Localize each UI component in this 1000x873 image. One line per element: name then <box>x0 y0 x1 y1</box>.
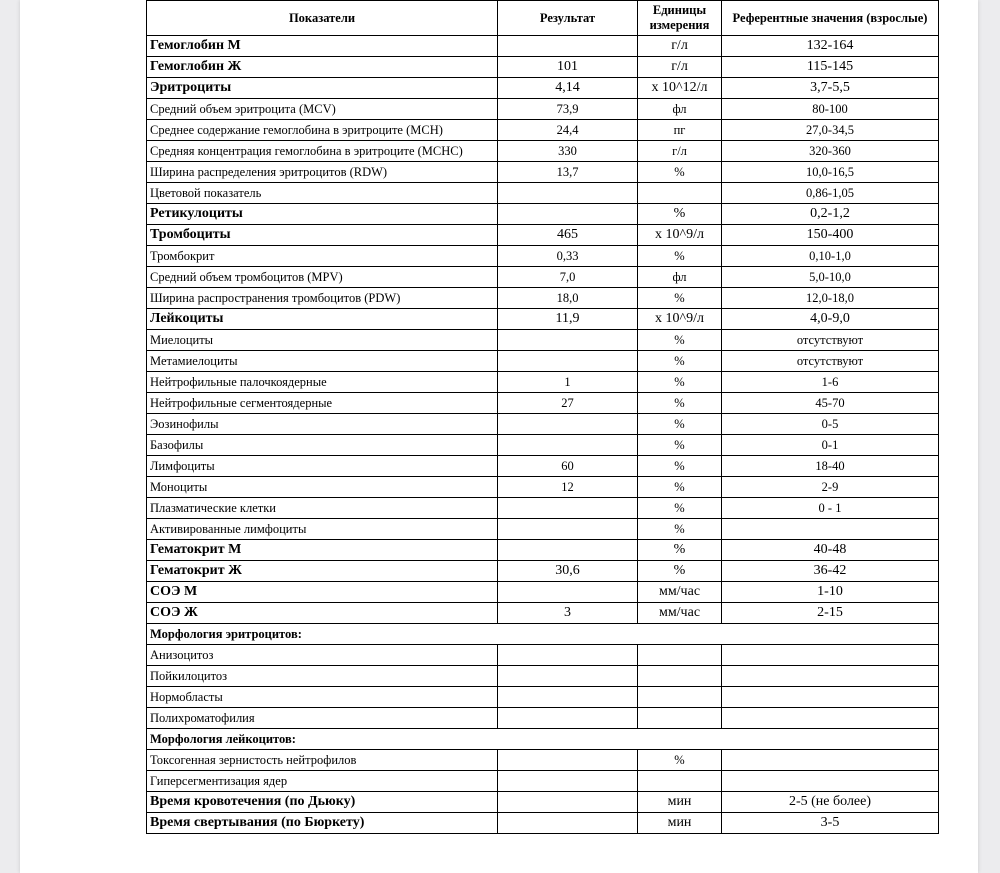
test-name-cell: Нормобласты <box>147 687 498 708</box>
test-name-cell: СОЭ Ж <box>147 603 498 624</box>
unit-cell: % <box>638 246 722 267</box>
table-row <box>147 78 939 99</box>
result-cell: 30,6 <box>498 561 638 582</box>
reference-range-cell <box>722 687 939 708</box>
table-row <box>147 792 939 813</box>
table-row <box>147 624 939 645</box>
table-row <box>147 435 939 456</box>
test-name-cell: Гематокрит Ж <box>147 561 498 582</box>
unit-cell: % <box>638 204 722 225</box>
table-row <box>147 372 939 393</box>
unit-cell: % <box>638 393 722 414</box>
reference-range-cell: 10,0-16,5 <box>722 162 939 183</box>
result-cell <box>498 183 638 204</box>
table-row <box>147 330 939 351</box>
table-row <box>147 477 939 498</box>
result-cell: 27 <box>498 393 638 414</box>
reference-range-cell: 3,7-5,5 <box>722 78 939 99</box>
table-row <box>147 225 939 246</box>
table-row <box>147 498 939 519</box>
result-cell: 0,33 <box>498 246 638 267</box>
test-name-cell: Эозинофилы <box>147 414 498 435</box>
reference-range-cell: 40-48 <box>722 540 939 561</box>
unit-cell: х 10^12/л <box>638 78 722 99</box>
reference-range-cell: 45-70 <box>722 393 939 414</box>
table-row <box>147 57 939 78</box>
table-row <box>147 393 939 414</box>
test-name-cell: Гемоглобин Ж <box>147 57 498 78</box>
unit-cell <box>638 687 722 708</box>
table-row <box>147 183 939 204</box>
unit-cell: х 10^9/л <box>638 309 722 330</box>
table-body <box>147 36 939 834</box>
table-row <box>147 267 939 288</box>
result-cell: 60 <box>498 456 638 477</box>
reference-range-cell <box>722 645 939 666</box>
unit-cell: % <box>638 750 722 771</box>
reference-range-cell: 12,0-18,0 <box>722 288 939 309</box>
test-name-cell: Цветовой показатель <box>147 183 498 204</box>
test-name-cell: Ширина распространения тромбоцитов (PDW) <box>147 288 498 309</box>
reference-range-cell: 27,0-34,5 <box>722 120 939 141</box>
result-cell <box>498 666 638 687</box>
result-cell <box>498 771 638 792</box>
unit-cell: г/л <box>638 141 722 162</box>
table-row <box>147 309 939 330</box>
result-cell <box>498 708 638 729</box>
unit-cell: % <box>638 435 722 456</box>
result-cell: 7,0 <box>498 267 638 288</box>
reference-range-cell: 320-360 <box>722 141 939 162</box>
result-cell <box>498 519 638 540</box>
result-cell: 1 <box>498 372 638 393</box>
column-header-result: Результат <box>498 1 638 36</box>
unit-cell: г/л <box>638 36 722 57</box>
reference-range-cell: 2-9 <box>722 477 939 498</box>
result-cell <box>498 687 638 708</box>
unit-cell: % <box>638 288 722 309</box>
result-cell: 330 <box>498 141 638 162</box>
test-name-cell: Анизоцитоз <box>147 645 498 666</box>
section-heading: Морфология лейкоцитов: <box>147 729 939 750</box>
reference-range-cell: 2-15 <box>722 603 939 624</box>
table-row <box>147 708 939 729</box>
result-cell <box>498 582 638 603</box>
reference-range-cell: 3-5 <box>722 813 939 834</box>
table-row <box>147 288 939 309</box>
result-cell <box>498 792 638 813</box>
test-name-cell: Нейтрофильные палочкоядерные <box>147 372 498 393</box>
unit-cell: фл <box>638 267 722 288</box>
reference-range-cell: 0-5 <box>722 414 939 435</box>
result-cell <box>498 750 638 771</box>
table-row <box>147 750 939 771</box>
result-cell <box>498 36 638 57</box>
reference-range-cell: 36-42 <box>722 561 939 582</box>
reference-range-cell: 4,0-9,0 <box>722 309 939 330</box>
reference-range-cell: 132-164 <box>722 36 939 57</box>
unit-cell <box>638 183 722 204</box>
unit-cell: фл <box>638 99 722 120</box>
test-name-cell: Гематокрит М <box>147 540 498 561</box>
result-cell: 18,0 <box>498 288 638 309</box>
table-row <box>147 414 939 435</box>
test-name-cell: Время свертывания (по Бюркету) <box>147 813 498 834</box>
reference-range-cell: 0,2-1,2 <box>722 204 939 225</box>
result-cell: 4,14 <box>498 78 638 99</box>
table-row <box>147 645 939 666</box>
reference-range-cell: 0-1 <box>722 435 939 456</box>
unit-cell: % <box>638 456 722 477</box>
test-name-cell: Полихроматофилия <box>147 708 498 729</box>
result-cell: 73,9 <box>498 99 638 120</box>
table-row <box>147 36 939 57</box>
test-name-cell: Ширина распределения эритроцитов (RDW) <box>147 162 498 183</box>
reference-range-cell: 18-40 <box>722 456 939 477</box>
table-row <box>147 351 939 372</box>
test-name-cell: Гиперсегментизация ядер <box>147 771 498 792</box>
unit-cell: пг <box>638 120 722 141</box>
unit-cell: мин <box>638 792 722 813</box>
document-page <box>20 0 978 873</box>
test-name-cell: Лейкоциты <box>147 309 498 330</box>
test-name-cell: Время кровотечения (по Дьюку) <box>147 792 498 813</box>
result-cell <box>498 204 638 225</box>
unit-cell: % <box>638 372 722 393</box>
test-name-cell: Плазматические клетки <box>147 498 498 519</box>
column-header-unit: Единицы измерения <box>638 1 722 36</box>
table-row <box>147 519 939 540</box>
table-row <box>147 456 939 477</box>
table-row <box>147 561 939 582</box>
reference-range-cell: 1-10 <box>722 582 939 603</box>
unit-cell: % <box>638 330 722 351</box>
table-row <box>147 687 939 708</box>
reference-range-cell: отсутствуют <box>722 351 939 372</box>
unit-cell: % <box>638 540 722 561</box>
unit-cell <box>638 708 722 729</box>
table-row <box>147 204 939 225</box>
reference-range-cell: 2-5 (не более) <box>722 792 939 813</box>
unit-cell <box>638 666 722 687</box>
test-name-cell: Средний объем тромбоцитов (MPV) <box>147 267 498 288</box>
test-name-cell: Ретикулоциты <box>147 204 498 225</box>
unit-cell: мм/час <box>638 603 722 624</box>
result-cell <box>498 330 638 351</box>
result-cell: 465 <box>498 225 638 246</box>
table-row <box>147 813 939 834</box>
result-cell <box>498 351 638 372</box>
test-name-cell: Гемоглобин М <box>147 36 498 57</box>
test-name-cell: СОЭ М <box>147 582 498 603</box>
result-cell: 11,9 <box>498 309 638 330</box>
test-name-cell: Миелоциты <box>147 330 498 351</box>
test-name-cell: Тромбокрит <box>147 246 498 267</box>
test-name-cell: Тромбоциты <box>147 225 498 246</box>
reference-range-cell: 5,0-10,0 <box>722 267 939 288</box>
result-cell: 101 <box>498 57 638 78</box>
unit-cell: мм/час <box>638 582 722 603</box>
unit-cell: % <box>638 561 722 582</box>
table-row <box>147 666 939 687</box>
section-heading: Морфология эритроцитов: <box>147 624 939 645</box>
table-row <box>147 162 939 183</box>
reference-range-cell <box>722 666 939 687</box>
test-name-cell: Базофилы <box>147 435 498 456</box>
table-row <box>147 582 939 603</box>
test-name-cell: Нейтрофильные сегментоядерные <box>147 393 498 414</box>
unit-cell: % <box>638 162 722 183</box>
result-cell: 3 <box>498 603 638 624</box>
unit-cell: % <box>638 498 722 519</box>
reference-range-cell: отсутствуют <box>722 330 939 351</box>
result-cell <box>498 498 638 519</box>
table-row <box>147 120 939 141</box>
test-name-cell: Средняя концентрация гемоглобина в эритроците (MCHC) <box>147 141 498 162</box>
reference-range-cell <box>722 771 939 792</box>
unit-cell: % <box>638 519 722 540</box>
result-cell <box>498 813 638 834</box>
unit-cell: % <box>638 351 722 372</box>
lab-results-table <box>146 0 939 834</box>
table-row <box>147 141 939 162</box>
test-name-cell: Средний объем эритроцита (MCV) <box>147 99 498 120</box>
test-name-cell: Среднее содержание гемоглобина в эритроците (MCH) <box>147 120 498 141</box>
result-cell <box>498 414 638 435</box>
reference-range-cell: 1-6 <box>722 372 939 393</box>
result-cell: 12 <box>498 477 638 498</box>
result-cell <box>498 645 638 666</box>
test-name-cell: Моноциты <box>147 477 498 498</box>
reference-range-cell: 0,86-1,05 <box>722 183 939 204</box>
table-row <box>147 540 939 561</box>
result-cell <box>498 540 638 561</box>
reference-range-cell <box>722 750 939 771</box>
reference-range-cell: 80-100 <box>722 99 939 120</box>
test-name-cell: Лимфоциты <box>147 456 498 477</box>
unit-cell: % <box>638 414 722 435</box>
test-name-cell: Активированные лимфоциты <box>147 519 498 540</box>
table-row <box>147 246 939 267</box>
result-cell <box>498 435 638 456</box>
reference-range-cell: 0,10-1,0 <box>722 246 939 267</box>
unit-cell: % <box>638 477 722 498</box>
test-name-cell: Токсогенная зернистость нейтрофилов <box>147 750 498 771</box>
test-name-cell: Пойкилоцитоз <box>147 666 498 687</box>
reference-range-cell: 150-400 <box>722 225 939 246</box>
test-name-cell: Эритроциты <box>147 78 498 99</box>
unit-cell <box>638 771 722 792</box>
reference-range-cell: 115-145 <box>722 57 939 78</box>
unit-cell <box>638 645 722 666</box>
test-name-cell: Метамиелоциты <box>147 351 498 372</box>
unit-cell: мин <box>638 813 722 834</box>
column-header-name: Показатели <box>147 1 498 36</box>
unit-cell: х 10^9/л <box>638 225 722 246</box>
table-header-row <box>147 1 939 36</box>
table-row <box>147 729 939 750</box>
table-row <box>147 771 939 792</box>
reference-range-cell <box>722 519 939 540</box>
column-header-reference: Референтные значения (взрослые) <box>722 1 939 36</box>
table-row <box>147 603 939 624</box>
reference-range-cell: 0 - 1 <box>722 498 939 519</box>
result-cell: 24,4 <box>498 120 638 141</box>
table-row <box>147 99 939 120</box>
unit-cell: г/л <box>638 57 722 78</box>
result-cell: 13,7 <box>498 162 638 183</box>
reference-range-cell <box>722 708 939 729</box>
